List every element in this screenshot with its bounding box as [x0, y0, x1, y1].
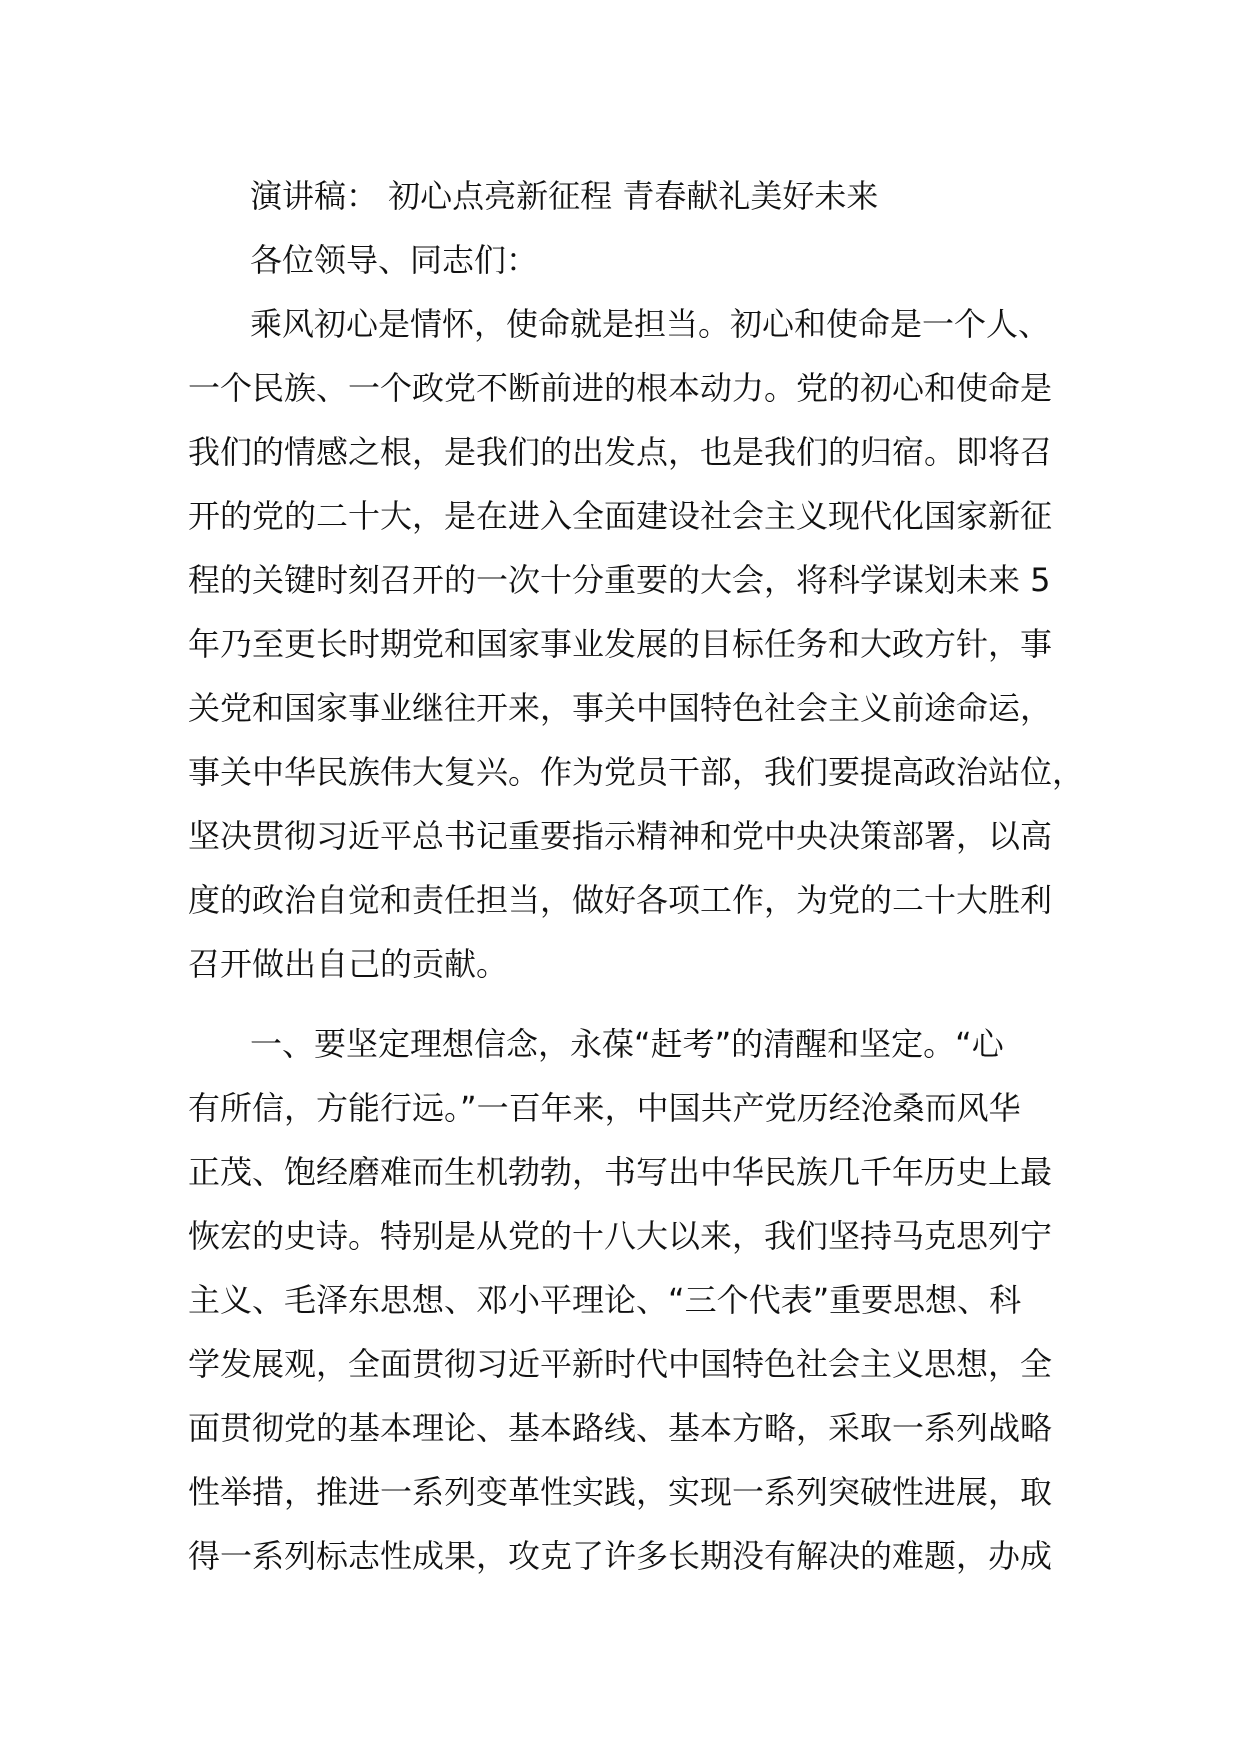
- document-title: [188, 164, 1068, 228]
- paragraph-line: 召开做出自己的贡献。: [188, 945, 509, 983]
- paragraph-1: [188, 292, 1085, 996]
- paragraph-line: 程的关键时刻召开的一次十分重要的大会，将科学谋划未来 5: [188, 561, 1051, 599]
- paragraph-line: 开的党的二十大，是在进入全面建设社会主义现代化国家新征: [188, 497, 1053, 535]
- paragraph-line: 学发展观，全面贯彻习近平新时代中国特色社会主义思想，全: [188, 1345, 1053, 1383]
- paragraph-line: 坚决贯彻习近平总书记重要指示精神和党中央决策部署，以高: [188, 817, 1053, 855]
- paragraph-line: 性举措，推进一系列变革性实践，实现一系列突破性进展，取: [188, 1473, 1053, 1511]
- paragraph-line: 我们的情感之根，是我们的出发点，也是我们的归宿。即将召: [188, 433, 1053, 471]
- greeting-line: 各位领导、同志们：: [250, 241, 539, 279]
- paragraph-line: 事关中华民族伟大复兴。作为党员干部，我们要提高政治站位，: [188, 753, 1085, 791]
- paragraph-2: [188, 1012, 1068, 1588]
- paragraph-line: 正茂、饱经磨难而生机勃勃，书写出中华民族几千年历史上最: [188, 1153, 1053, 1191]
- paragraph-line: 得一系列标志性成果，攻克了许多长期没有解决的难题，办成: [188, 1537, 1053, 1575]
- title-line: 演讲稿： 初心点亮新征程 青春献礼美好未来: [250, 177, 879, 215]
- paragraph-line: 乘风初心是情怀，使命就是担当。初心和使命是一个人、: [250, 305, 1051, 343]
- paragraph-line: 面贯彻党的基本理论、基本路线、基本方略，采取一系列战略: [188, 1409, 1053, 1447]
- paragraph-line: 一个民族、一个政党不断前进的根本动力。党的初心和使命是: [188, 369, 1053, 407]
- paragraph-line: 关党和国家事业继往开来，事关中国特色社会主义前途命运，: [188, 689, 1053, 727]
- paragraph-line: 度的政治自觉和责任担当，做好各项工作，为党的二十大胜利: [188, 881, 1053, 919]
- paragraph-line: 一、要坚定理想信念，永葆“赶考”的清醒和坚定。“心: [250, 1025, 1004, 1063]
- paragraph-line: 恢宏的史诗。特别是从党的十八大以来，我们坚持马克思列宁: [188, 1217, 1053, 1255]
- paragraph-line: 主义、毛泽东思想、邓小平理论、“三个代表”重要思想、科: [188, 1281, 1022, 1319]
- paragraph-line: 有所信，方能行远。”一百年来，中国共产党历经沧桑而风华: [188, 1089, 1021, 1127]
- paragraph-line: 年乃至更长时期党和国家事业发展的目标任务和大政方针，事: [188, 625, 1053, 663]
- greeting: [188, 228, 1068, 292]
